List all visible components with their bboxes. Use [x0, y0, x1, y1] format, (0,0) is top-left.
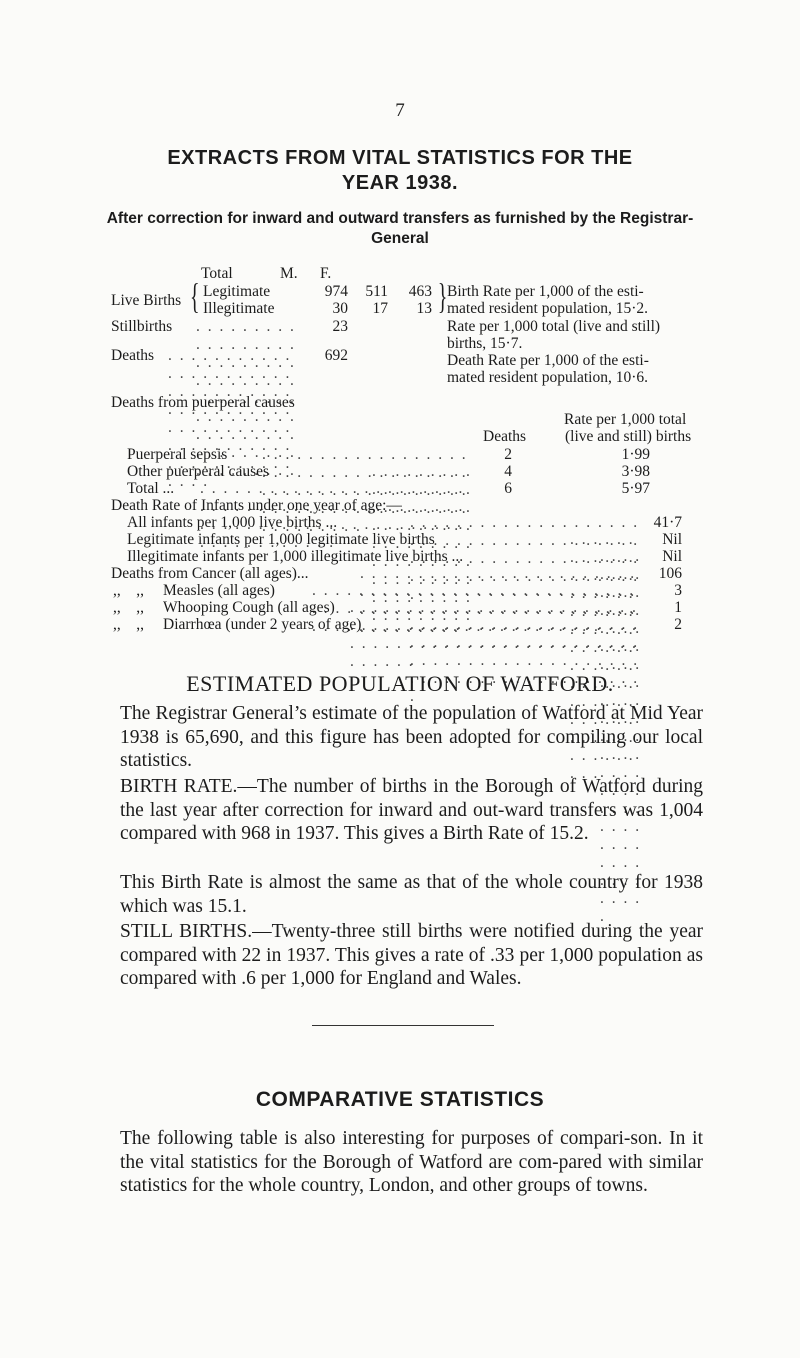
legitimate-male: 511 — [365, 283, 388, 300]
ditto-marks: ,, ,, — [113, 599, 144, 616]
legitimate-infants-label: Legitimate infants per 1,000 legitimate live births — [127, 531, 435, 548]
measles-label: Measles (all ages) — [163, 582, 275, 599]
header-male: M. — [280, 265, 298, 282]
other-puerperal-deaths: 4 — [504, 463, 512, 480]
puerperal-sepsis-rate: 1·99 — [621, 446, 650, 463]
other-puerperal-label: Other puerperal causes — [127, 463, 270, 480]
puerperal-heading: Deaths from puerperal causes — [111, 394, 295, 411]
whooping-cough-label: Whooping Cough (all ages) — [163, 599, 335, 616]
birth-rate-paragraph: BIRTH RATE.—The number of births in the Borough of Watford during the last year after correction for inward and out-ward transfers was 1,004 compared with 968 in 1937. This gives a Birth Rate of 15.2. — [120, 776, 703, 844]
illegitimate-label: Illegitimate — [203, 300, 275, 317]
legitimate-infants-value: Nil — [662, 531, 682, 548]
subtitle-line-1: After correction for inward and outward transfers as furnished by the Registrar- — [106, 210, 694, 227]
cancer-label: Deaths from Cancer (all ages)... — [111, 565, 309, 582]
note-line-3: Rate per 1,000 total (live and still) — [447, 318, 661, 335]
comparative-statistics-heading: COMPARATIVE STATISTICS — [255, 1088, 545, 1111]
page-title-line-2: YEAR 1938. — [341, 172, 459, 194]
whooping-cough-value: 1 — [674, 599, 682, 616]
diarrhoea-label: Diarrhœa (under 2 years of age) — [163, 616, 362, 633]
stillbirths-label: Stillbirths — [111, 318, 173, 335]
illegitimate-infants-value: Nil — [662, 548, 682, 565]
population-paragraph: The Registrar General’s estimate of the population of Watford at Mid Year 1938 is 65,690, and this figure has been adopted for compiling our local statistics. — [120, 703, 703, 771]
header-total: Total — [201, 265, 233, 282]
estimated-population-heading: ESTIMATED POPULATION OF WATFORD. — [186, 671, 614, 696]
stillbirths-total: 23 — [332, 318, 348, 335]
note-line-1: Birth Rate per 1,000 of the esti- — [447, 283, 644, 300]
note-line-4: births, 15·7. — [447, 335, 523, 352]
section-divider — [312, 1025, 494, 1026]
puerperal-total-rate: 5·97 — [621, 480, 650, 497]
note-line-5: Death Rate per 1,000 of the esti- — [447, 352, 649, 369]
legitimate-label: Legitimate — [203, 283, 271, 300]
illegitimate-total: 30 — [332, 300, 348, 317]
legitimate-total: 974 — [324, 283, 348, 300]
diarrhoea-value: 2 — [674, 616, 682, 633]
birth-rate-compare-paragraph: This Birth Rate is almost the same as that of the whole country for 1938 which was 15.1. — [120, 872, 703, 917]
deaths-label: Deaths — [111, 347, 155, 364]
other-puerperal-rate: 3·98 — [621, 463, 650, 480]
infant-heading: Death Rate of Infants under one year of age:— — [111, 497, 402, 514]
ditto-marks: ,, ,, — [113, 616, 144, 633]
left-brace: { — [190, 276, 200, 316]
deaths-column-header: Deaths — [483, 428, 527, 445]
comparative-paragraph: The following table is also interesting for purposes of compari-son. In it the vital statistics for the Borough of Watford are com-pared with similar statistics for the whole country, London, and other groups of towns. — [120, 1128, 703, 1196]
legitimate-female: 463 — [408, 283, 432, 300]
page-number: 7 — [395, 100, 405, 121]
cancer-value: 106 — [658, 565, 682, 582]
measles-value: 3 — [674, 582, 682, 599]
ditto-marks: ,, ,, — [113, 582, 144, 599]
deaths-total: 692 — [324, 347, 348, 364]
puerperal-total-deaths: 6 — [504, 480, 512, 497]
puerperal-total-label: Total ... — [127, 480, 175, 497]
header-female: F. — [320, 265, 332, 282]
still-births-paragraph: STILL BIRTHS.—Twenty-three still births were notified during the year compared with 22 in 1937. This gives a rate of .33 per 1,000 population as compared with .6 per 1,000 for England and Wales. — [120, 921, 703, 989]
all-infants-value: 41·7 — [653, 514, 682, 531]
page-title-line-1: EXTRACTS FROM VITAL STATISTICS FOR THE — [167, 147, 633, 169]
illegitimate-female: 13 — [416, 300, 432, 317]
live-births-label: Live Births — [111, 292, 182, 309]
note-line-2: mated resident population, 15·2. — [447, 300, 649, 317]
note-line-6: mated resident population, 10·6. — [447, 369, 649, 386]
puerperal-sepsis-label: Puerperal sepsis — [127, 446, 228, 463]
rate-header-line-2: (live and still) births — [565, 428, 692, 445]
illegitimate-male: 17 — [372, 300, 388, 317]
puerperal-sepsis-deaths: 2 — [504, 446, 512, 463]
rate-header-line-1: Rate per 1,000 total — [564, 411, 687, 428]
subtitle-line-2: General — [371, 230, 429, 247]
illegitimate-infants-label: Illegitimate infants per 1,000 illegitimate live births ... — [127, 548, 464, 565]
all-infants-label: All infants per 1,000 live births ... — [127, 514, 338, 531]
right-brace: { — [437, 276, 448, 316]
